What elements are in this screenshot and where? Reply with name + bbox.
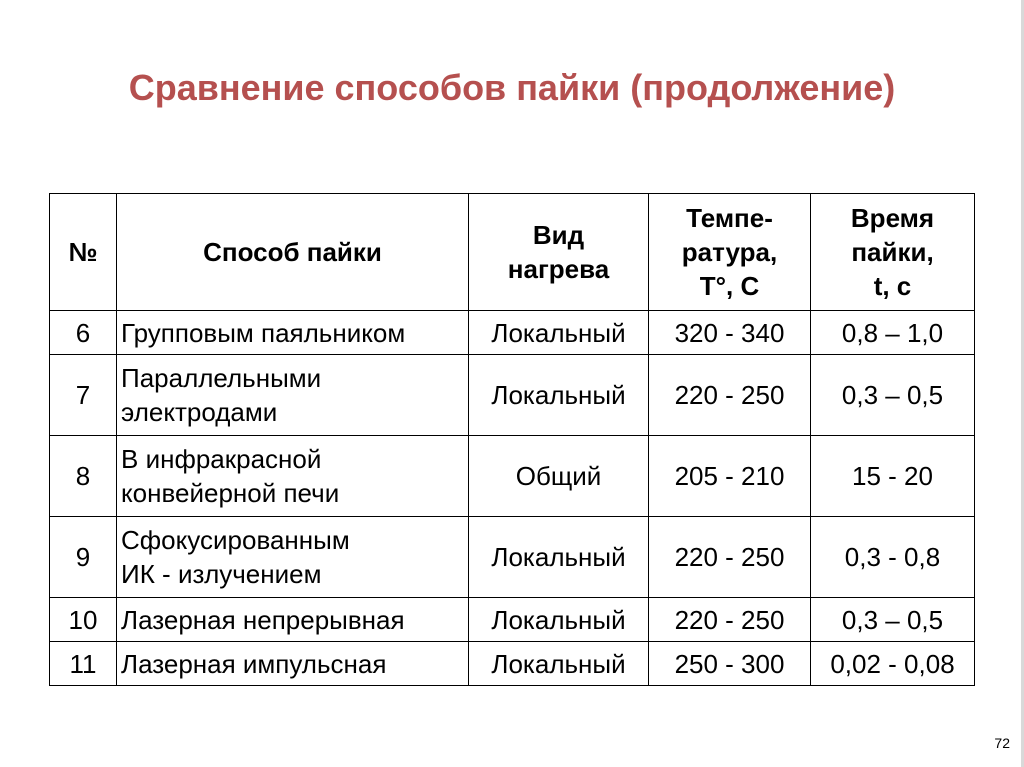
cell-number: 10 [50, 598, 117, 642]
cell-number: 6 [50, 311, 117, 355]
cell-time: 15 - 20 [811, 436, 975, 517]
cell-time: 0,8 – 1,0 [811, 311, 975, 355]
cell-heating: Локальный [469, 311, 649, 355]
cell-method: Лазерная импульсная [117, 642, 469, 686]
cell-temperature: 205 - 210 [649, 436, 811, 517]
header-number: № [50, 194, 117, 311]
cell-temperature: 250 - 300 [649, 642, 811, 686]
cell-method: Лазерная непрерывная [117, 598, 469, 642]
cell-heating: Общий [469, 436, 649, 517]
cell-heating: Локальный [469, 598, 649, 642]
cell-time: 0,02 - 0,08 [811, 642, 975, 686]
cell-method: В инфракрасной конвейерной печи [117, 436, 469, 517]
cell-heating: Локальный [469, 642, 649, 686]
page-number: 72 [994, 735, 1010, 751]
cell-number: 9 [50, 517, 117, 598]
cell-time: 0,3 – 0,5 [811, 598, 975, 642]
slide-title: Сравнение способов пайки (продолжение) [128, 67, 896, 108]
cell-method: Групповым паяльником [117, 311, 469, 355]
cell-number: 7 [50, 355, 117, 436]
cell-time: 0,3 - 0,8 [811, 517, 975, 598]
cell-temperature: 320 - 340 [649, 311, 811, 355]
header-time: Время пайки, t, с [811, 194, 975, 311]
cell-number: 11 [50, 642, 117, 686]
table-row [50, 355, 975, 436]
cell-heating: Локальный [469, 517, 649, 598]
cell-time: 0,3 – 0,5 [811, 355, 975, 436]
cell-heating: Локальный [469, 355, 649, 436]
table-header-row [50, 194, 975, 311]
cell-method: Параллельными электродами [117, 355, 469, 436]
table-row [50, 311, 975, 355]
soldering-comparison-table [49, 193, 975, 686]
cell-temperature: 220 - 250 [649, 517, 811, 598]
cell-method: Сфокусированным ИК - излучением [117, 517, 469, 598]
table-row [50, 598, 975, 642]
cell-temperature: 220 - 250 [649, 355, 811, 436]
table-row [50, 642, 975, 686]
header-method: Способ пайки [117, 194, 469, 311]
header-heating: Вид нагрева [469, 194, 649, 311]
table-row [50, 436, 975, 517]
header-temperature: Темпе- ратура, Т°, С [649, 194, 811, 311]
cell-temperature: 220 - 250 [649, 598, 811, 642]
table-row [50, 517, 975, 598]
cell-number: 8 [50, 436, 117, 517]
